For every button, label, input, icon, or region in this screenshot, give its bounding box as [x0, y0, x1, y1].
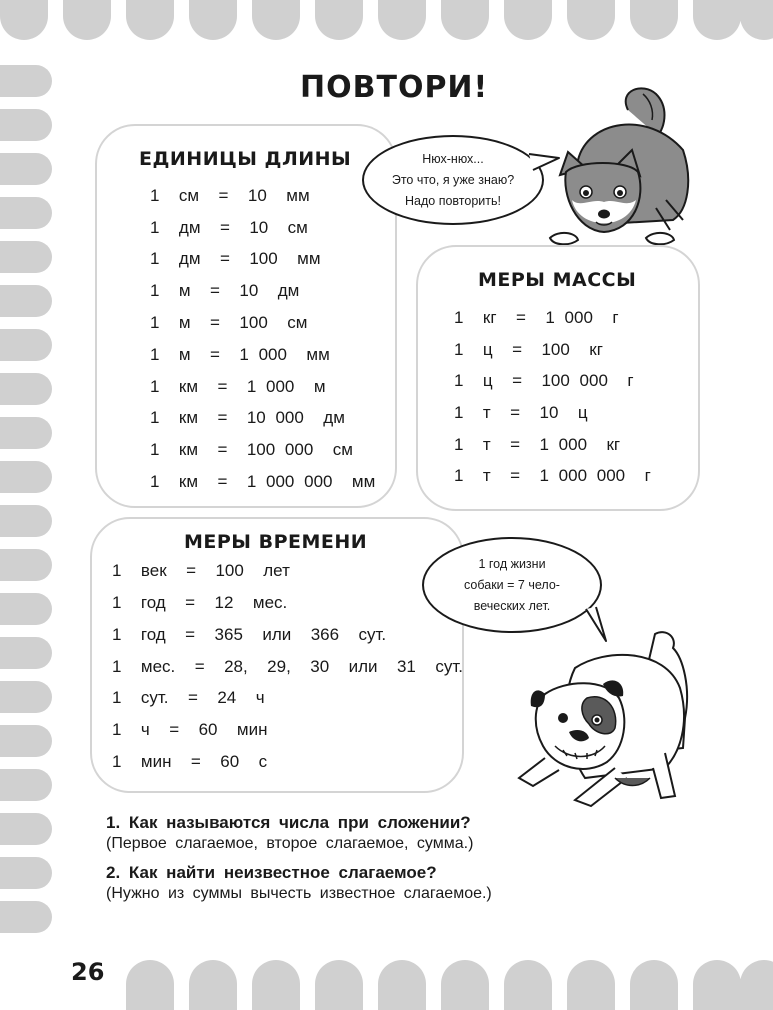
bubble-top-line: Нюх-нюх... — [422, 151, 484, 166]
length-row: 1 км = 1 000 000 мм — [150, 472, 376, 491]
answer-2: (Нужно из суммы вычесть известное слагаемое.) — [106, 885, 492, 902]
bubble-top-line: Это что, я уже знаю? — [391, 172, 515, 187]
bubble-bottom-line: 1 год жизни — [478, 556, 546, 571]
length-row: 1 м = 10 дм — [150, 281, 300, 300]
time-row: 1 ч = 60 мин — [112, 720, 268, 739]
bubble-bottom-line: веческих лет. — [473, 598, 551, 613]
length-row: 1 дм = 10 см — [150, 218, 308, 237]
bubble-top-line: Надо повторить! — [405, 193, 501, 208]
length-row: 1 см = 10 мм — [150, 186, 310, 205]
mass-heading: МЕРЫ МАССЫ — [478, 269, 637, 291]
length-row: 1 м = 1 000 мм — [150, 345, 330, 364]
mass-row: 1 т = 10 ц — [454, 403, 588, 422]
mass-row: 1 т = 1 000 кг — [454, 435, 621, 454]
page-title: ПОВТОРИ! — [300, 70, 489, 105]
speech-bubble-top — [362, 135, 544, 225]
question-2: 2. Как найти неизвестное слагаемое? — [106, 863, 437, 882]
mass-row: 1 ц = 100 кг — [454, 340, 603, 359]
page-number: 26 — [71, 958, 105, 986]
mass-row: 1 ц = 100 000 г — [454, 371, 634, 390]
bulldog-illustration — [515, 628, 700, 818]
time-row: 1 год = 365 или 366 сут. — [112, 625, 387, 644]
time-row: 1 сут. = 24 ч — [112, 688, 265, 707]
time-heading: МЕРЫ ВРЕМЕНИ — [184, 531, 368, 553]
mass-units-card — [416, 245, 700, 511]
length-row: 1 км = 1 000 м — [150, 377, 326, 396]
time-row: 1 век = 100 лет — [112, 561, 290, 580]
length-row: 1 км = 100 000 см — [150, 440, 353, 459]
length-row: 1 дм = 100 мм — [150, 249, 321, 268]
mass-row: 1 т = 1 000 000 г — [454, 466, 651, 485]
bubble-bottom-line: собаки = 7 чело- — [464, 577, 560, 592]
shiba-dog-illustration — [548, 80, 698, 250]
time-row: 1 год = 12 мес. — [112, 593, 288, 612]
time-row: 1 мин = 60 с — [112, 752, 268, 771]
length-row: 1 км = 10 000 дм — [150, 408, 345, 427]
time-row: 1 мес. = 28, 29, 30 или 31 сут. — [112, 657, 463, 676]
question-1: 1. Как называются числа при сложении? — [106, 813, 471, 832]
length-heading: ЕДИНИЦЫ ДЛИНЫ — [139, 148, 352, 170]
time-units-card — [90, 517, 464, 793]
length-units-card — [95, 124, 397, 508]
answer-1: (Первое слагаемое, второе слагаемое, сумма.) — [106, 835, 474, 852]
length-row: 1 м = 100 см — [150, 313, 308, 332]
mass-row: 1 кг = 1 000 г — [454, 308, 619, 327]
questions-section — [106, 813, 706, 913]
speech-bubble-bottom — [422, 537, 602, 633]
